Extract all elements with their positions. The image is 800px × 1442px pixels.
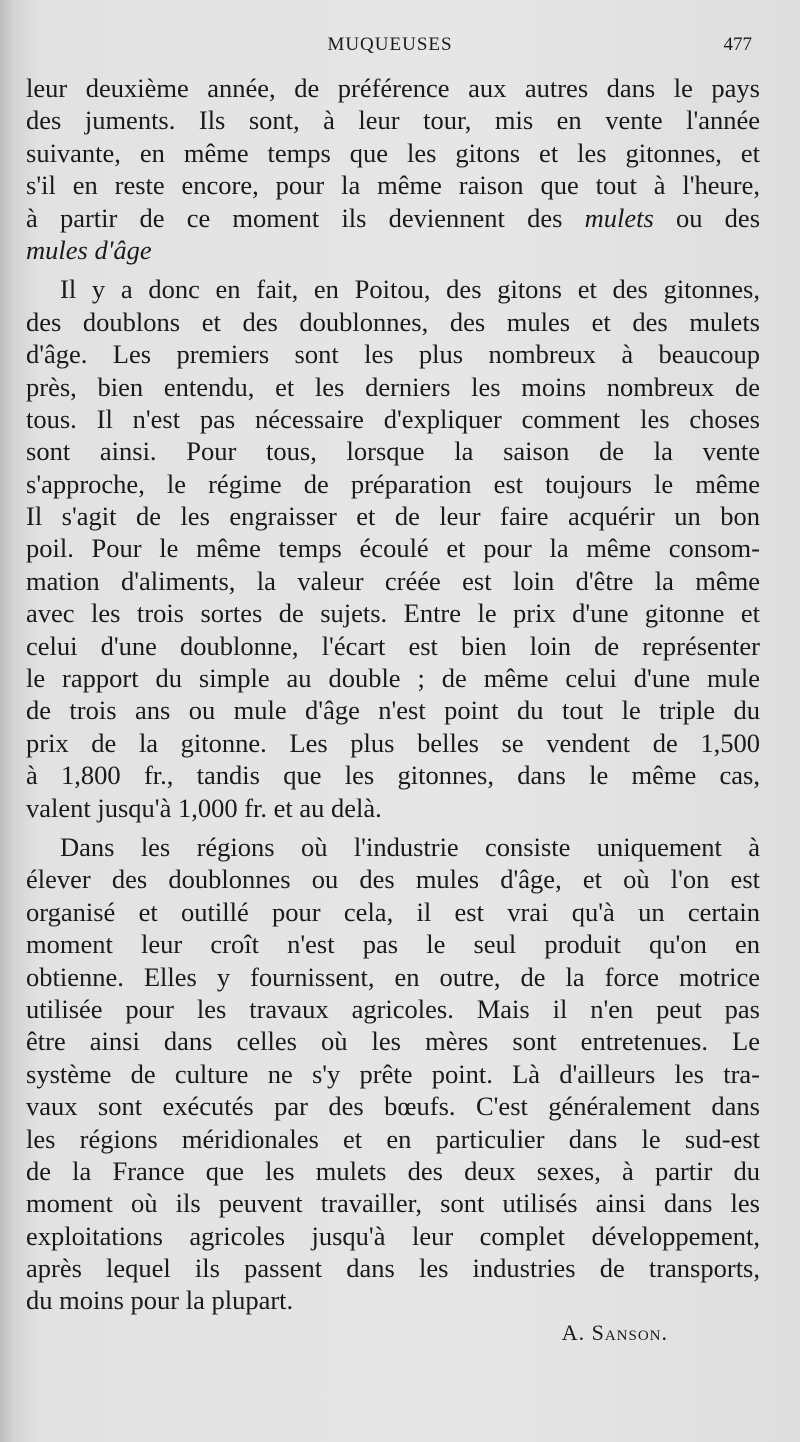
- text-line: valent jusqu'à 1,000 fr. et au delà.: [26, 792, 382, 823]
- italic-phrase-mules-dage: mules d'âge: [26, 234, 152, 265]
- text-line: sont ainsi. Pour tous, lorsque la saison de la vente: [26, 436, 760, 467]
- page-header: [0, 34, 800, 62]
- text-line: moment leur croît n'est pas le seul produit qu'on en: [26, 929, 760, 960]
- text-line: les régions méridionales et en particulier dans le sud-est: [26, 1123, 760, 1154]
- paragraph-2: [26, 273, 760, 824]
- running-title: MUQUEUSES: [327, 34, 453, 55]
- text-segment: à partir de ce moment ils deviennent des: [26, 202, 563, 233]
- text-line: exploitations agricoles jusqu'à leur complet développement,: [26, 1220, 760, 1251]
- text-line: moment où ils peuvent travailler, sont utilisés ainsi dans les: [26, 1188, 760, 1219]
- text-line: obtienne. Elles y fournissent, en outre, de la force motrice: [26, 961, 760, 992]
- body-text: [26, 72, 760, 1317]
- author-initial: A.: [561, 1320, 586, 1345]
- text-line: celui d'une doublonne, l'écart est bien loin de représenter: [26, 630, 760, 661]
- page-number: 477: [723, 34, 752, 55]
- author-signature: [562, 1320, 668, 1346]
- text-line: être ainsi dans celles où les mères sont entretenues. Le: [26, 1026, 760, 1057]
- text-line: poil. Pour le même temps écoulé et pour la même consom-: [26, 533, 760, 564]
- text-line-italic: [26, 234, 760, 266]
- text-segment: ou des: [676, 202, 761, 233]
- text-line: s'approche, le régime de préparation est toujours le même: [26, 468, 760, 499]
- text-line: à 1,800 fr., tandis que les gitonnes, dans le même cas,: [26, 760, 760, 791]
- text-line: suivante, en même temps que les gitons et les gitonnes, et: [26, 137, 760, 168]
- text-line: Il y a donc en fait, en Poitou, des gitons et des gitonnes,: [60, 274, 760, 305]
- text-line: des juments. Ils sont, à leur tour, mis en vente l'année: [26, 105, 760, 136]
- text-line: après lequel ils passent dans les industries de transports,: [26, 1253, 760, 1284]
- text-line: tous. Il n'est pas nécessaire d'expliquer comment les choses: [26, 403, 760, 434]
- text-line: système de culture ne s'y prête point. Là d'ailleurs les tra-: [26, 1058, 760, 1089]
- text-line: organisé et outillé pour cela, il est vrai qu'à un certain: [26, 896, 760, 927]
- text-line-with-italic: [26, 202, 760, 234]
- text-line: avec les trois sortes de sujets. Entre le prix d'une gitonne et: [26, 598, 760, 629]
- text-line: mation d'aliments, la valeur créée est loin d'être la même: [26, 565, 760, 596]
- paragraph-1: [26, 72, 760, 266]
- text-line: Il s'agit de les engraisser et de leur faire acquérir un bon: [26, 501, 760, 532]
- text-line: le rapport du simple au double ; de même celui d'une mule: [26, 663, 760, 694]
- text-line: prix de la gitonne. Les plus belles se vendent de 1,500: [26, 727, 760, 758]
- text-line: près, bien entendu, et les derniers les moins nombreux de: [26, 371, 760, 402]
- italic-word-mulets: mulets: [584, 202, 654, 233]
- author-name: Sanson.: [591, 1320, 668, 1345]
- text-line: de la France que les mulets des deux sexes, à partir du: [26, 1155, 760, 1186]
- text-line: vaux sont exécutés par des bœufs. C'est généralement dans: [26, 1091, 760, 1122]
- text-line: s'il en reste encore, pour la même raison que tout à l'heure,: [26, 170, 760, 201]
- text-line: des doublons et des doublonnes, des mules et des mulets: [26, 306, 760, 337]
- paragraph-3: [26, 831, 760, 1317]
- text-line: d'âge. Les premiers sont les plus nombreux à beaucoup: [26, 339, 760, 370]
- text-line: élever des doublonnes ou des mules d'âge, et où l'on est: [26, 864, 760, 895]
- text-line: du moins pour la plupart.: [26, 1285, 294, 1316]
- text-line: utilisée pour les travaux agricoles. Mais il n'en peut pas: [26, 993, 760, 1024]
- text-line: de trois ans ou mule d'âge n'est point du tout le triple du: [26, 695, 760, 726]
- text-line: Dans les régions où l'industrie consiste uniquement à: [60, 831, 760, 862]
- text-line: leur deuxième année, de préférence aux autres dans le pays: [26, 73, 760, 103]
